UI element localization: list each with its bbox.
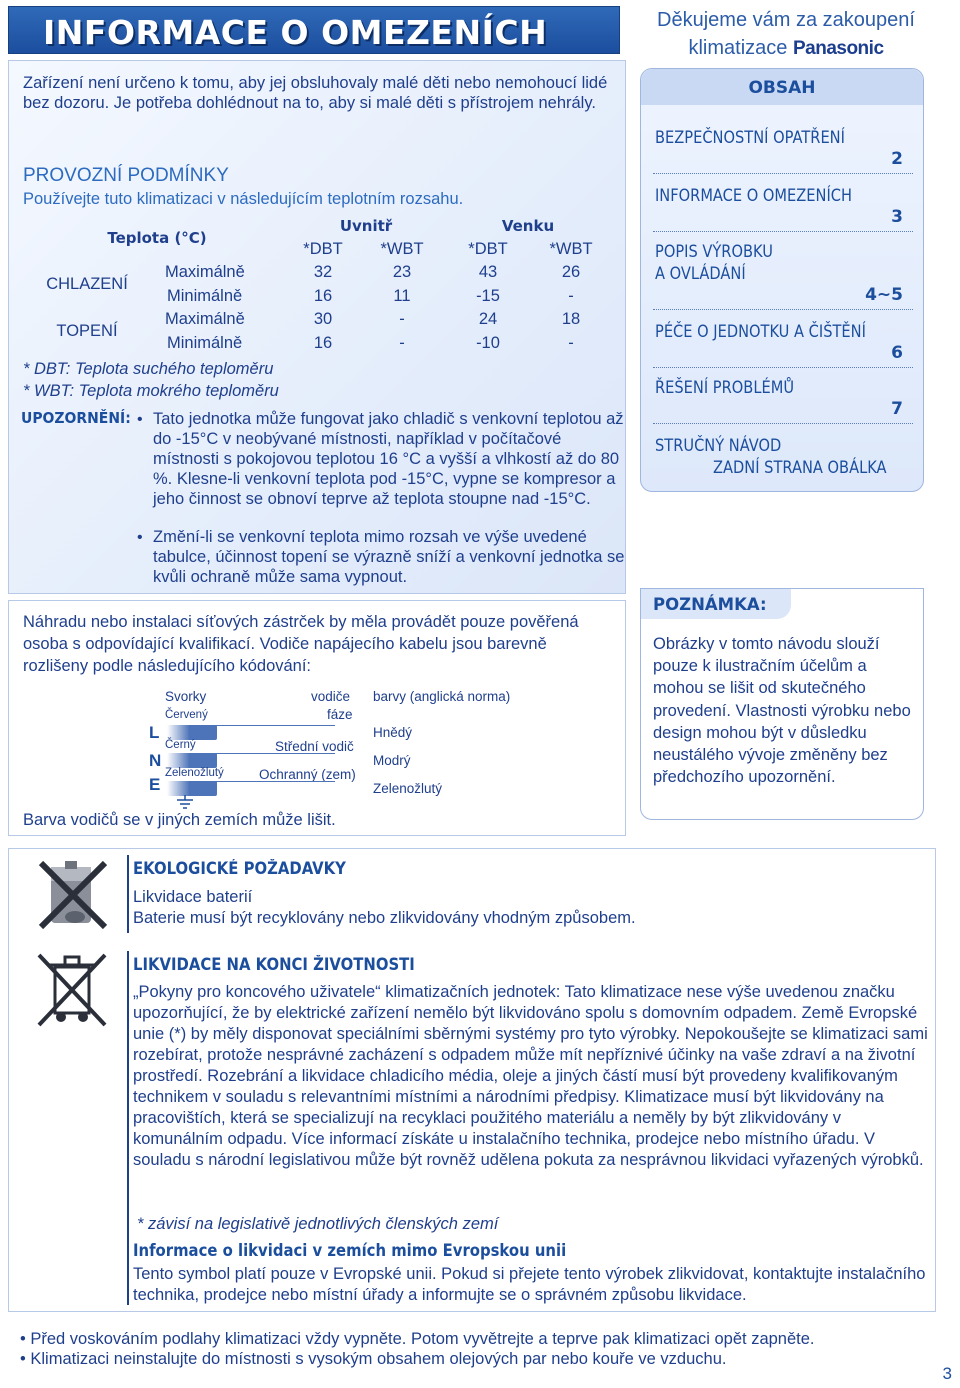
title-banner [8, 6, 620, 54]
note-panel [640, 588, 924, 820]
toc-page: 3 [891, 207, 903, 227]
disposal-text: „Pokyny pro koncového uživatele“ klimatizačních jednotek: Tato klimatizace nese výše uvedenou značku upozorňující, že by elektrické zařízení nemělo být likvidováno spolu s domovním odpadem. Země Evropské unie (*) by měly disponovat speciálními sběrnými systémy pro tyto výrobky. Nepokoušejte se klimatizaci sami rozebírat, protože nesprávné zacházení s odpadem může mít nepříznivé účinky na vaše zdraví a na životní prostředí. Rozebrání a likvidace chladicího média, oleje a jiných částí musí být provedeny kvalifikovaným technikem v souladu s relevantními místními a národními předpisy. Klimatizace musí být likvidovány na pracovištích, která se specializují na recyklaci použitého materiálu a neměly by být zlikvidovány v komunálním odpadu. Více informací získáte u instalačního technika, prodejce nebo místního úřadu. V souladu s národní legislativou může být rovněž udělena pokuta za nesprávnou likvidaci vyřazených výrobků. [133, 983, 928, 1169]
row-label: Maximálně [165, 310, 245, 329]
cell: 16 [313, 286, 333, 305]
cell: 11 [393, 286, 411, 305]
footer-bullet [20, 1330, 815, 1349]
page-number: 3 [942, 1364, 952, 1383]
warning-label: UPOZORNĚNÍ: [21, 409, 131, 427]
wire-bar [167, 725, 217, 740]
wiring-footer: Barva vodičů se v jiných zemích může lišit. [23, 811, 336, 829]
toc-item-care[interactable]: PÉČE O JEDNOTKU A ČIŠTĚNÍ [655, 322, 866, 342]
battery-text: Baterie musí být recyklovány nebo zlikvidovány vhodným způsobem. [133, 909, 636, 927]
bullet-icon: • [20, 1350, 31, 1368]
terminal-letter: L [149, 723, 160, 742]
toc-panel [640, 68, 924, 492]
toc-heading: OBSAH [641, 69, 923, 105]
cell: 16 [313, 333, 333, 352]
terminal-letter: E [149, 775, 161, 794]
crossed-bin-icon [33, 949, 113, 1031]
toc-item-description[interactable]: POPIS VÝROBKU [655, 242, 773, 262]
wbt-note: * WBT: Teplota mokrého teploměru [23, 382, 279, 400]
cell: - [399, 310, 405, 329]
toc-divider [653, 367, 913, 368]
table-sub-dbt: *DBT [303, 239, 343, 258]
mode-heating: TOPENÍ [56, 322, 118, 340]
table-header-outdoor: Venku [501, 216, 555, 235]
operating-subtitle: Používejte tuto klimatizaci v následujícím teplotním rozsahu. [23, 190, 464, 208]
wire-name: fáze [327, 707, 353, 722]
table-sub-dbt: *DBT [468, 239, 508, 258]
table-header-indoor: Uvnitř [339, 216, 393, 235]
footer-bullet-text: Před voskováním podlahy klimatizaci vždy vypněte. Potom vyvětrejte a teprve pak klimatizaci opět zapněte. [30, 1330, 815, 1348]
toc-divider [653, 173, 913, 174]
cell: - [399, 333, 405, 352]
row-label: Maximálně [165, 263, 245, 282]
wire-line [215, 781, 335, 782]
wire-name: Střední vodič [275, 739, 354, 754]
thanks-block [636, 6, 936, 63]
toc-item-back-cover[interactable]: ZADNÍ STRANA OBÁLKA [713, 458, 887, 478]
wire-bar [167, 753, 217, 768]
bullet-icon: • [137, 411, 143, 428]
cell: 32 [313, 263, 333, 282]
eco-panel [8, 848, 936, 1312]
toc-page: 6 [891, 343, 903, 363]
cell: 26 [561, 263, 581, 282]
warning-item: Tato jednotka může fungovat jako chladič s venkovní teplotou až do -15°C v neobývané místnosti, například v počítačové místnosti s pokojovou teplotou 16 °C a vyšší a vlhkostí až do 80 %. Klesne-li venkovní teplota pod -15°C, vypne se kompresor a jeho činnost se obnoví teprve až teplota stoupne nad -15°C. [153, 410, 624, 508]
wire-line [215, 753, 335, 754]
row-label: Minimálně [167, 286, 243, 305]
toc-divider [653, 309, 913, 310]
mode-cooling: CHLAZENÍ [46, 275, 128, 293]
table-header-temp: Teplota (°C) [107, 228, 207, 247]
terminal-letter: N [149, 751, 162, 770]
note-heading: POZNÁMKA: [641, 589, 791, 619]
color-label: barvy (anglická norma) [373, 689, 511, 704]
wire-small-label: Černý [165, 739, 196, 751]
toc-page: 7 [891, 399, 903, 419]
dbt-note: * DBT: Teplota suchého teploměru [23, 360, 274, 378]
row-label: Minimálně [167, 333, 243, 352]
operating-heading: PROVOZNÍ PODMÍNKY [23, 165, 229, 186]
eco-heading: EKOLOGICKÉ POŽADAVKY [133, 859, 346, 878]
ground-icon [175, 795, 195, 809]
intro-text: Zařízení není určeno k tomu, aby jej obsluhovaly malé děti nebo nemohoucí lidé bez dozoru. Je potřeba dohlédnout na to, aby si malé děti s přístrojem nehrály. [23, 74, 608, 112]
cell: 23 [392, 263, 412, 282]
page-title: INFORMACE O OMEZENÍCH [43, 13, 548, 52]
eu-note: * závisí na legislativě jednotlivých členských zemí [137, 1215, 499, 1233]
warning-item: Změní-li se venkovní teplota mimo rozsah ve výše uvedené tabulce, účinnost topení se výrazně sníží a venkovní jednotka se kvůli ochraně může sama vypnout. [153, 528, 625, 586]
table-row [27, 308, 611, 332]
thanks-product: klimatizace [688, 37, 788, 59]
cell: -15 [476, 286, 500, 305]
toc-item-restrictions[interactable]: INFORMACE O OMEZENÍCH [655, 186, 852, 206]
bullet-icon: • [137, 529, 143, 546]
wire-small-label: Červený [165, 709, 208, 721]
note-text: Obrázky v tomto návodu slouží pouze k ilustračním účelům a mohou se lišit od skutečného provedení. Vlastnosti výrobku nebo design mohou být v důsledku neustálého vývoje změněny bez předchozího upozornění. [653, 635, 911, 787]
cell: 43 [478, 263, 498, 282]
wire-label: vodiče [311, 689, 351, 704]
wire-bar [167, 781, 217, 796]
wiring-text: Náhradu nebo instalaci síťových zástrček by měla provádět pouze pověřená osoba s odpovídající kvalifikací. Vodiče napájecího kabelu jsou barevně rozlišeny podle následujícího kódování: [23, 613, 579, 675]
outside-eu-heading: Informace o likvidaci v zemích mimo Evropskou unii [133, 1241, 567, 1260]
temperature-table [27, 214, 611, 355]
cell: -10 [476, 333, 500, 352]
toc-divider [653, 231, 913, 232]
wire-line [215, 725, 335, 726]
cell: 24 [478, 310, 498, 329]
toc-page: 4~5 [865, 285, 903, 305]
toc-item-quick-guide[interactable]: STRUČNÝ NÁVOD [655, 436, 782, 456]
brand-logo: Panasonic [792, 38, 884, 59]
wire-small-label: Zelenožlutý [165, 767, 224, 779]
footer-bullet [20, 1350, 726, 1369]
thanks-line: Děkujeme vám za zakoupení [657, 9, 915, 31]
disposal-divider [127, 951, 129, 1305]
wire-color: Modrý [373, 753, 411, 768]
toc-item-description-2[interactable]: A OVLÁDÁNÍ [655, 264, 746, 284]
bullet-icon: • [20, 1330, 31, 1348]
wire-name: Ochranný (zem) [259, 767, 356, 782]
disposal-heading: LIKVIDACE NA KONCI ŽIVOTNOSTI [133, 955, 415, 974]
cell: 18 [561, 310, 581, 329]
crossed-battery-icon [35, 855, 115, 935]
table-sub-wbt: *WBT [549, 239, 593, 258]
wire-color: Zelenožlutý [373, 781, 443, 796]
toc-divider [653, 423, 913, 424]
wire-color: Hnědý [373, 725, 413, 740]
terminal-label: Svorky [165, 689, 207, 704]
cell: 30 [313, 310, 333, 329]
toc-item-safety[interactable]: BEZPEČNOSTNÍ OPATŘENÍ [655, 128, 845, 148]
cell: - [568, 286, 574, 305]
toc-item-troubleshooting[interactable]: ŘEŠENÍ PROBLÉMŮ [655, 378, 795, 398]
eco-divider [127, 855, 129, 933]
restrictions-panel [8, 60, 626, 594]
footer-bullet-text: Klimatizaci neinstalujte do místnosti s vysokým obsahem olejových par nebo kouře ve vzduchu. [30, 1350, 727, 1368]
cell: - [568, 333, 574, 352]
table-row [27, 261, 611, 285]
toc-page: 2 [891, 149, 903, 169]
thanks-line2 [636, 34, 936, 63]
table-sub-wbt: *WBT [380, 239, 424, 258]
outside-eu-text: Tento symbol platí pouze v Evropské unii. Pokud si přejete tento výrobek zlikvidovat, kontaktujte instalačního technika, prodejce nebo místní úřady a informujte se o správném způsobu likvidace. [133, 1265, 926, 1304]
battery-title: Likvidace baterií [133, 888, 253, 906]
wiring-panel [8, 600, 626, 836]
